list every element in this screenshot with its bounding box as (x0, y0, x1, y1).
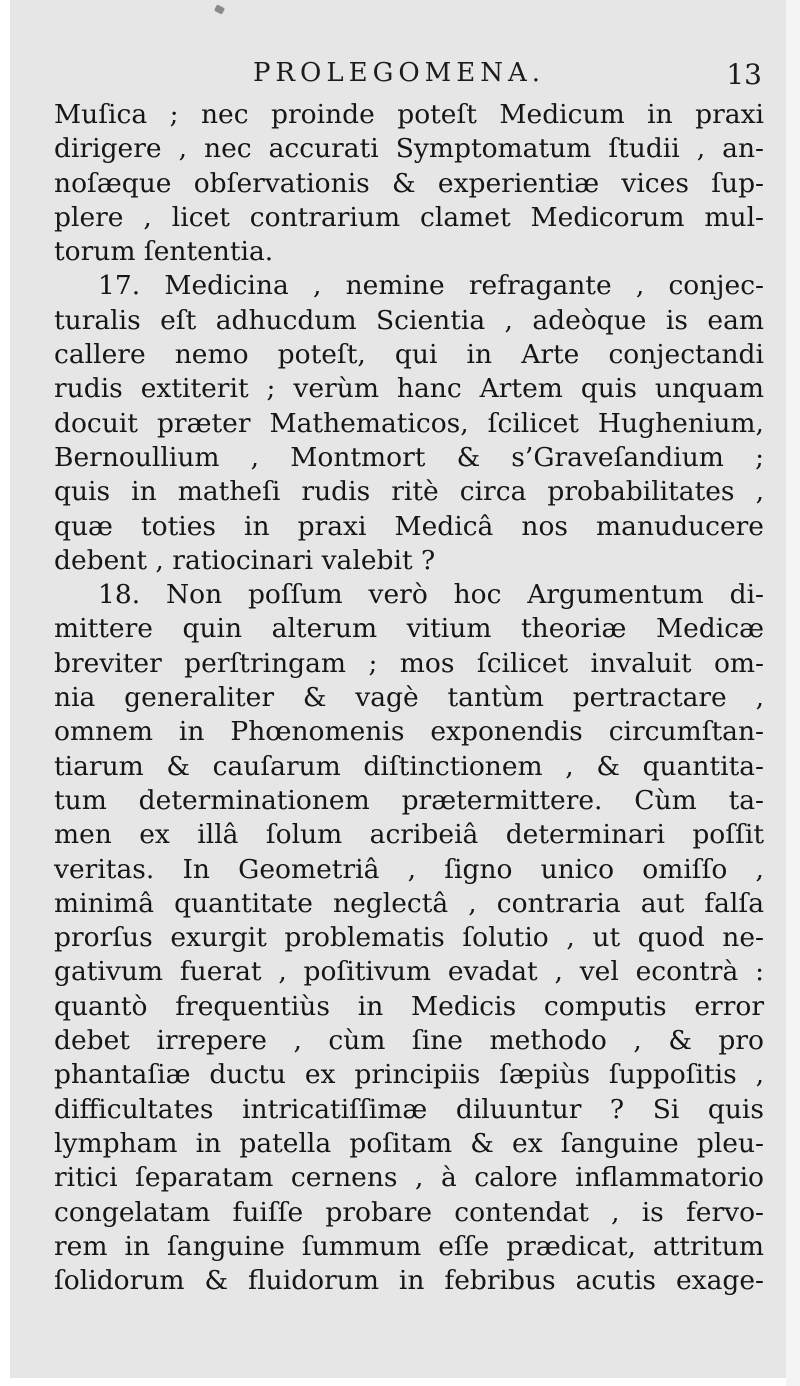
text-line: quis in matheſi rudis ritè circa probabilitates , (54, 476, 764, 508)
right-margin (786, 0, 800, 1386)
text-line: omnem in Phœnomenis exponendis circumſtan- (54, 716, 764, 748)
text-line: phantaſiæ ductu ex principiis ſæpiùs ſuppoſitis , (54, 1059, 764, 1091)
text-line: tum determinationem prætermittere. Cùm ta- (54, 784, 764, 816)
text-line: mittere quin alterum vitium theoriæ Medicæ (54, 613, 764, 645)
text-line: lympham in patella poſitam & ex ſanguine pleu- (54, 1127, 764, 1159)
text-line: nia generaliter & vagè tantùm pertractare , (54, 682, 764, 714)
text-line: difficultates intricatiſſimæ diluuntur ? Si quis (54, 1093, 764, 1125)
ink-speck (214, 4, 225, 14)
paragraph-17-start: 17. Medicina , nemine refragante , conjec- (98, 270, 764, 302)
text-line: callere nemo poteſt, qui in Arte conjectandi (54, 339, 764, 371)
text-line: rem in ſanguine ſummum eſſe prædicat, attritum (54, 1230, 764, 1262)
text-line: prorſus exurgit problematis ſolutio , ut quod ne- (54, 922, 764, 954)
text-line: tiarum & cauſarum diſtinctionem , & quantita- (54, 750, 764, 782)
text-line: minimâ quantitate neglectâ , contraria aut falſa (54, 887, 764, 919)
text-line: plere , licet contrarium clamet Medicorum mul- (54, 201, 764, 233)
text-line: debent , ratiocinari valebit ? (54, 544, 436, 576)
text-line: men ex illâ ſolum acribeiâ determinari poſſit (54, 819, 764, 851)
book-page (10, 0, 788, 1378)
text-line: quantò frequentiùs in Medicis computis error (54, 990, 764, 1022)
text-line: dirigere , nec accurati Symptomatum ſtudii , an- (54, 133, 764, 165)
text-line: Muſica ; nec proinde poteſt Medicum in praxi (54, 99, 764, 130)
text-line: debet irrepere , cùm ſine methodo , & pro (54, 1025, 764, 1057)
text-line: ritici ſeparatam cernens , à calore inflammatorio (54, 1162, 764, 1194)
page-number: 13 (726, 58, 762, 91)
text-line: ſolidorum & fluidorum in febribus acutis exage- (54, 1265, 764, 1297)
text-line: quæ toties in praxi Medicâ nos manuducere (54, 510, 764, 542)
paragraph-18-start: 18. Non poſſum verò hoc Argumentum di- (98, 579, 764, 611)
text-line: torum ſententia. (54, 236, 274, 268)
text-line: turalis eſt adhucdum Scientia , adeòque is eam (54, 304, 764, 336)
running-title: PROLEGOMENA. (252, 58, 546, 88)
text-line: docuit præter Mathematicos, ſcilicet Hughenium, (54, 407, 764, 439)
text-line: gativum fuerat , poſitivum evadat , vel econtrà : (54, 956, 764, 988)
text-line: breviter perſtringam ; mos ſcilicet invaluit om- (54, 647, 764, 679)
text-line: rudis extiterit ; verùm hanc Artem quis unquam (54, 373, 764, 405)
text-line: noſæque obſervationis & experientiæ vices ſup- (54, 167, 764, 199)
text-line: congelatam fuiſſe probare contendat , is fervo- (54, 1196, 764, 1228)
body-text (54, 98, 764, 1298)
page-header (10, 58, 788, 98)
text-line: veritas. In Geometriâ , ſigno unico omiſſo , (54, 853, 764, 885)
text-line: Bernoullium , Montmort & s’Graveſandium ; (54, 441, 764, 473)
